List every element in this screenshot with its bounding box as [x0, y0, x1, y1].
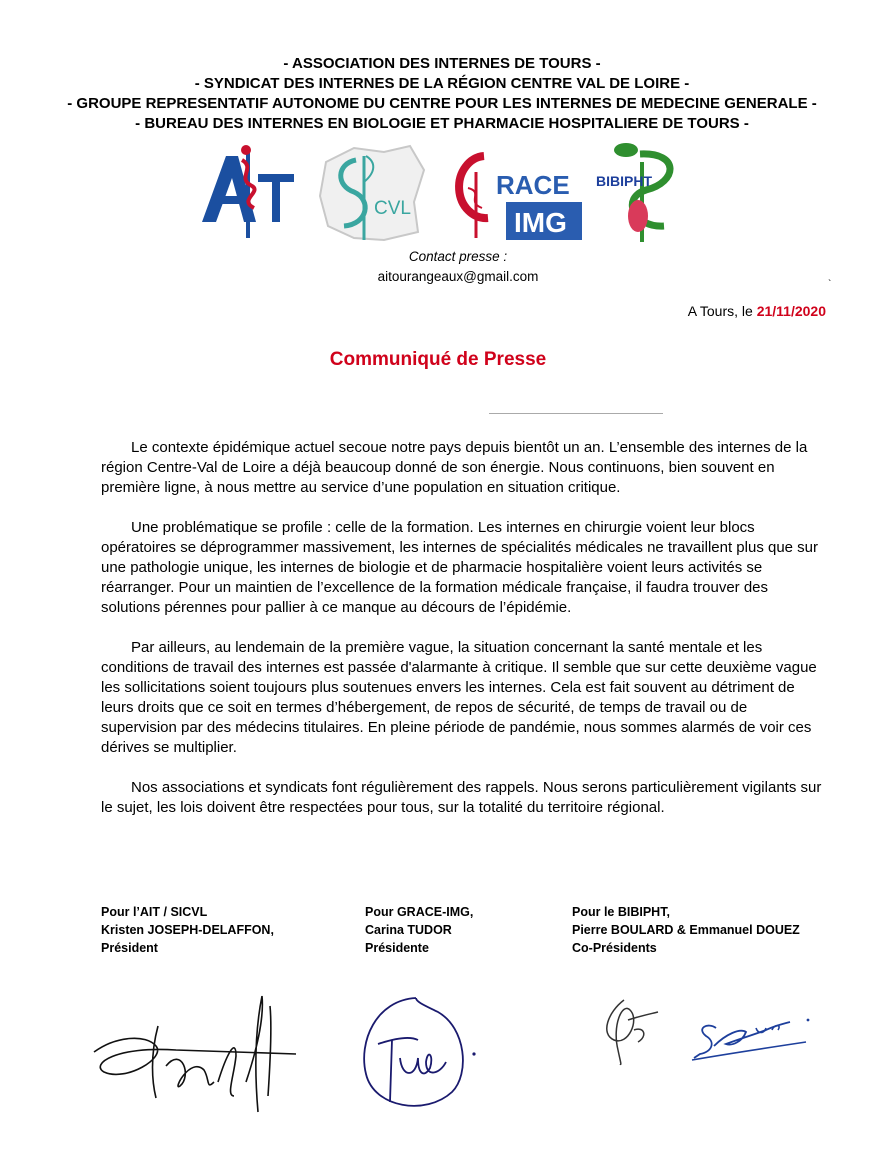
- contact-label: Contact presse :: [408, 249, 508, 264]
- logo-strip: [0, 142, 884, 250]
- separator-rule: [489, 413, 663, 414]
- contact-email: aitourangeaux@gmail.com: [377, 269, 539, 284]
- bibipht-logo: [594, 142, 690, 246]
- signature-boulard: [594, 990, 662, 1068]
- stray-mark: `: [828, 279, 832, 290]
- signature-joseph-delaffon: [86, 986, 300, 1122]
- paragraph-rappels: Nos associations et syndicats font régulièrement des rappels. Nous serons particulièrement vigilants sur le sujet, les lois doivent être respectées pour tous, sur la totalité du territoire régional.: [101, 779, 822, 816]
- header-line-grace: - GROUPE REPRESENTATIF AUTONOME DU CENTRE POUR LES INTERNES DE MEDECINE GENERALE -: [67, 95, 817, 112]
- signatory-grace: [365, 903, 473, 957]
- signatory-name: Kristen JOSEPH-DELAFFON,: [101, 923, 274, 937]
- grace-img-logo: [444, 142, 584, 246]
- signatory-bibipht: [572, 903, 800, 957]
- signatory-name: Carina TUDOR: [365, 923, 452, 937]
- signature-douez: [686, 1008, 814, 1070]
- signatory-role: Co-Présidents: [572, 941, 657, 955]
- paragraph-formation: Une problématique se profile : celle de la formation. Les internes en chirurgie voient leur blocs opératoires se déprogrammer massivement, les internes de spécialités médicales ne travaillent plus que sur une pathologie unique, les internes de biologie et de pharmacie hospitalière voient leurs activités se réarranger. Pour un maintien de l’excellence de la formation médicale française, il faudra trouver des solutions pérennes pour pallier à ce manque au décours de l’épidémie.: [101, 519, 819, 616]
- date-prefix: A Tours, le: [687, 303, 757, 319]
- signatory-org: Pour GRACE-IMG,: [365, 905, 474, 919]
- paragraph-context: Le contexte épidémique actuel secoue notre pays depuis bientôt un an. L’ensemble des internes de la région Centre-Val de Loire a déjà beaucoup donné de son énergie. Nous continuons, bien souvent en première ligne, à nous mettre au service d’une population en situation critique.: [101, 439, 808, 496]
- press-contact: [0, 247, 884, 287]
- bibipht-logo-text: BIBIPHT: [596, 173, 652, 189]
- signatory-ait: [101, 903, 274, 957]
- signatory-name: Pierre BOULARD & Emmanuel DOUEZ: [572, 923, 800, 937]
- img-logo-text: IMG: [514, 207, 567, 238]
- document-header: [0, 54, 884, 134]
- signatory-org: Pour l’AIT / SICVL: [101, 905, 208, 919]
- sicvl-logo-text: CVL: [374, 198, 411, 219]
- signature-tudor: [356, 982, 480, 1122]
- ait-logo: [196, 142, 300, 242]
- signatory-role: Présidente: [365, 941, 429, 955]
- page-title: Communiqué de Presse: [329, 349, 547, 370]
- header-line-ait: - ASSOCIATION DES INTERNES DE TOURS -: [283, 55, 601, 72]
- body-text: [101, 438, 826, 838]
- ait-logo-text: AIT: [196, 142, 198, 143]
- paragraph-conditions: Par ailleurs, au lendemain de la première vague, la situation concernant la santé mentale et les conditions de travail des internes est passée d'alarmante à critique. Il semble que sur cette deuxième vague les sollicitations soient toujours plus soutenues envers les internes. Cela est fait souvent au détriment de leurs droits que ce soit en termes d’hébergement, de repos de sécurité, de temps de travail ou de supervision par des médecins titulaires. En pleine période de pandémie, nous sommes alarmés de voir ces dérives se multiplier.: [101, 639, 817, 756]
- date-line: [688, 303, 826, 319]
- header-line-bibipht: - BUREAU DES INTERNES EN BIOLOGIE ET PHARMACIE HOSPITALIERE DE TOURS -: [135, 115, 749, 132]
- date-value: 21/11/2020: [756, 303, 826, 319]
- grace-logo-text: RACE: [496, 170, 570, 200]
- header-line-sicvl: - SYNDICAT DES INTERNES DE LA RÉGION CENTRE VAL DE LOIRE -: [194, 75, 690, 92]
- sicvl-logo: [314, 142, 438, 246]
- signatory-role: Président: [101, 941, 158, 955]
- signatory-org: Pour le BIBIPHT,: [572, 905, 670, 919]
